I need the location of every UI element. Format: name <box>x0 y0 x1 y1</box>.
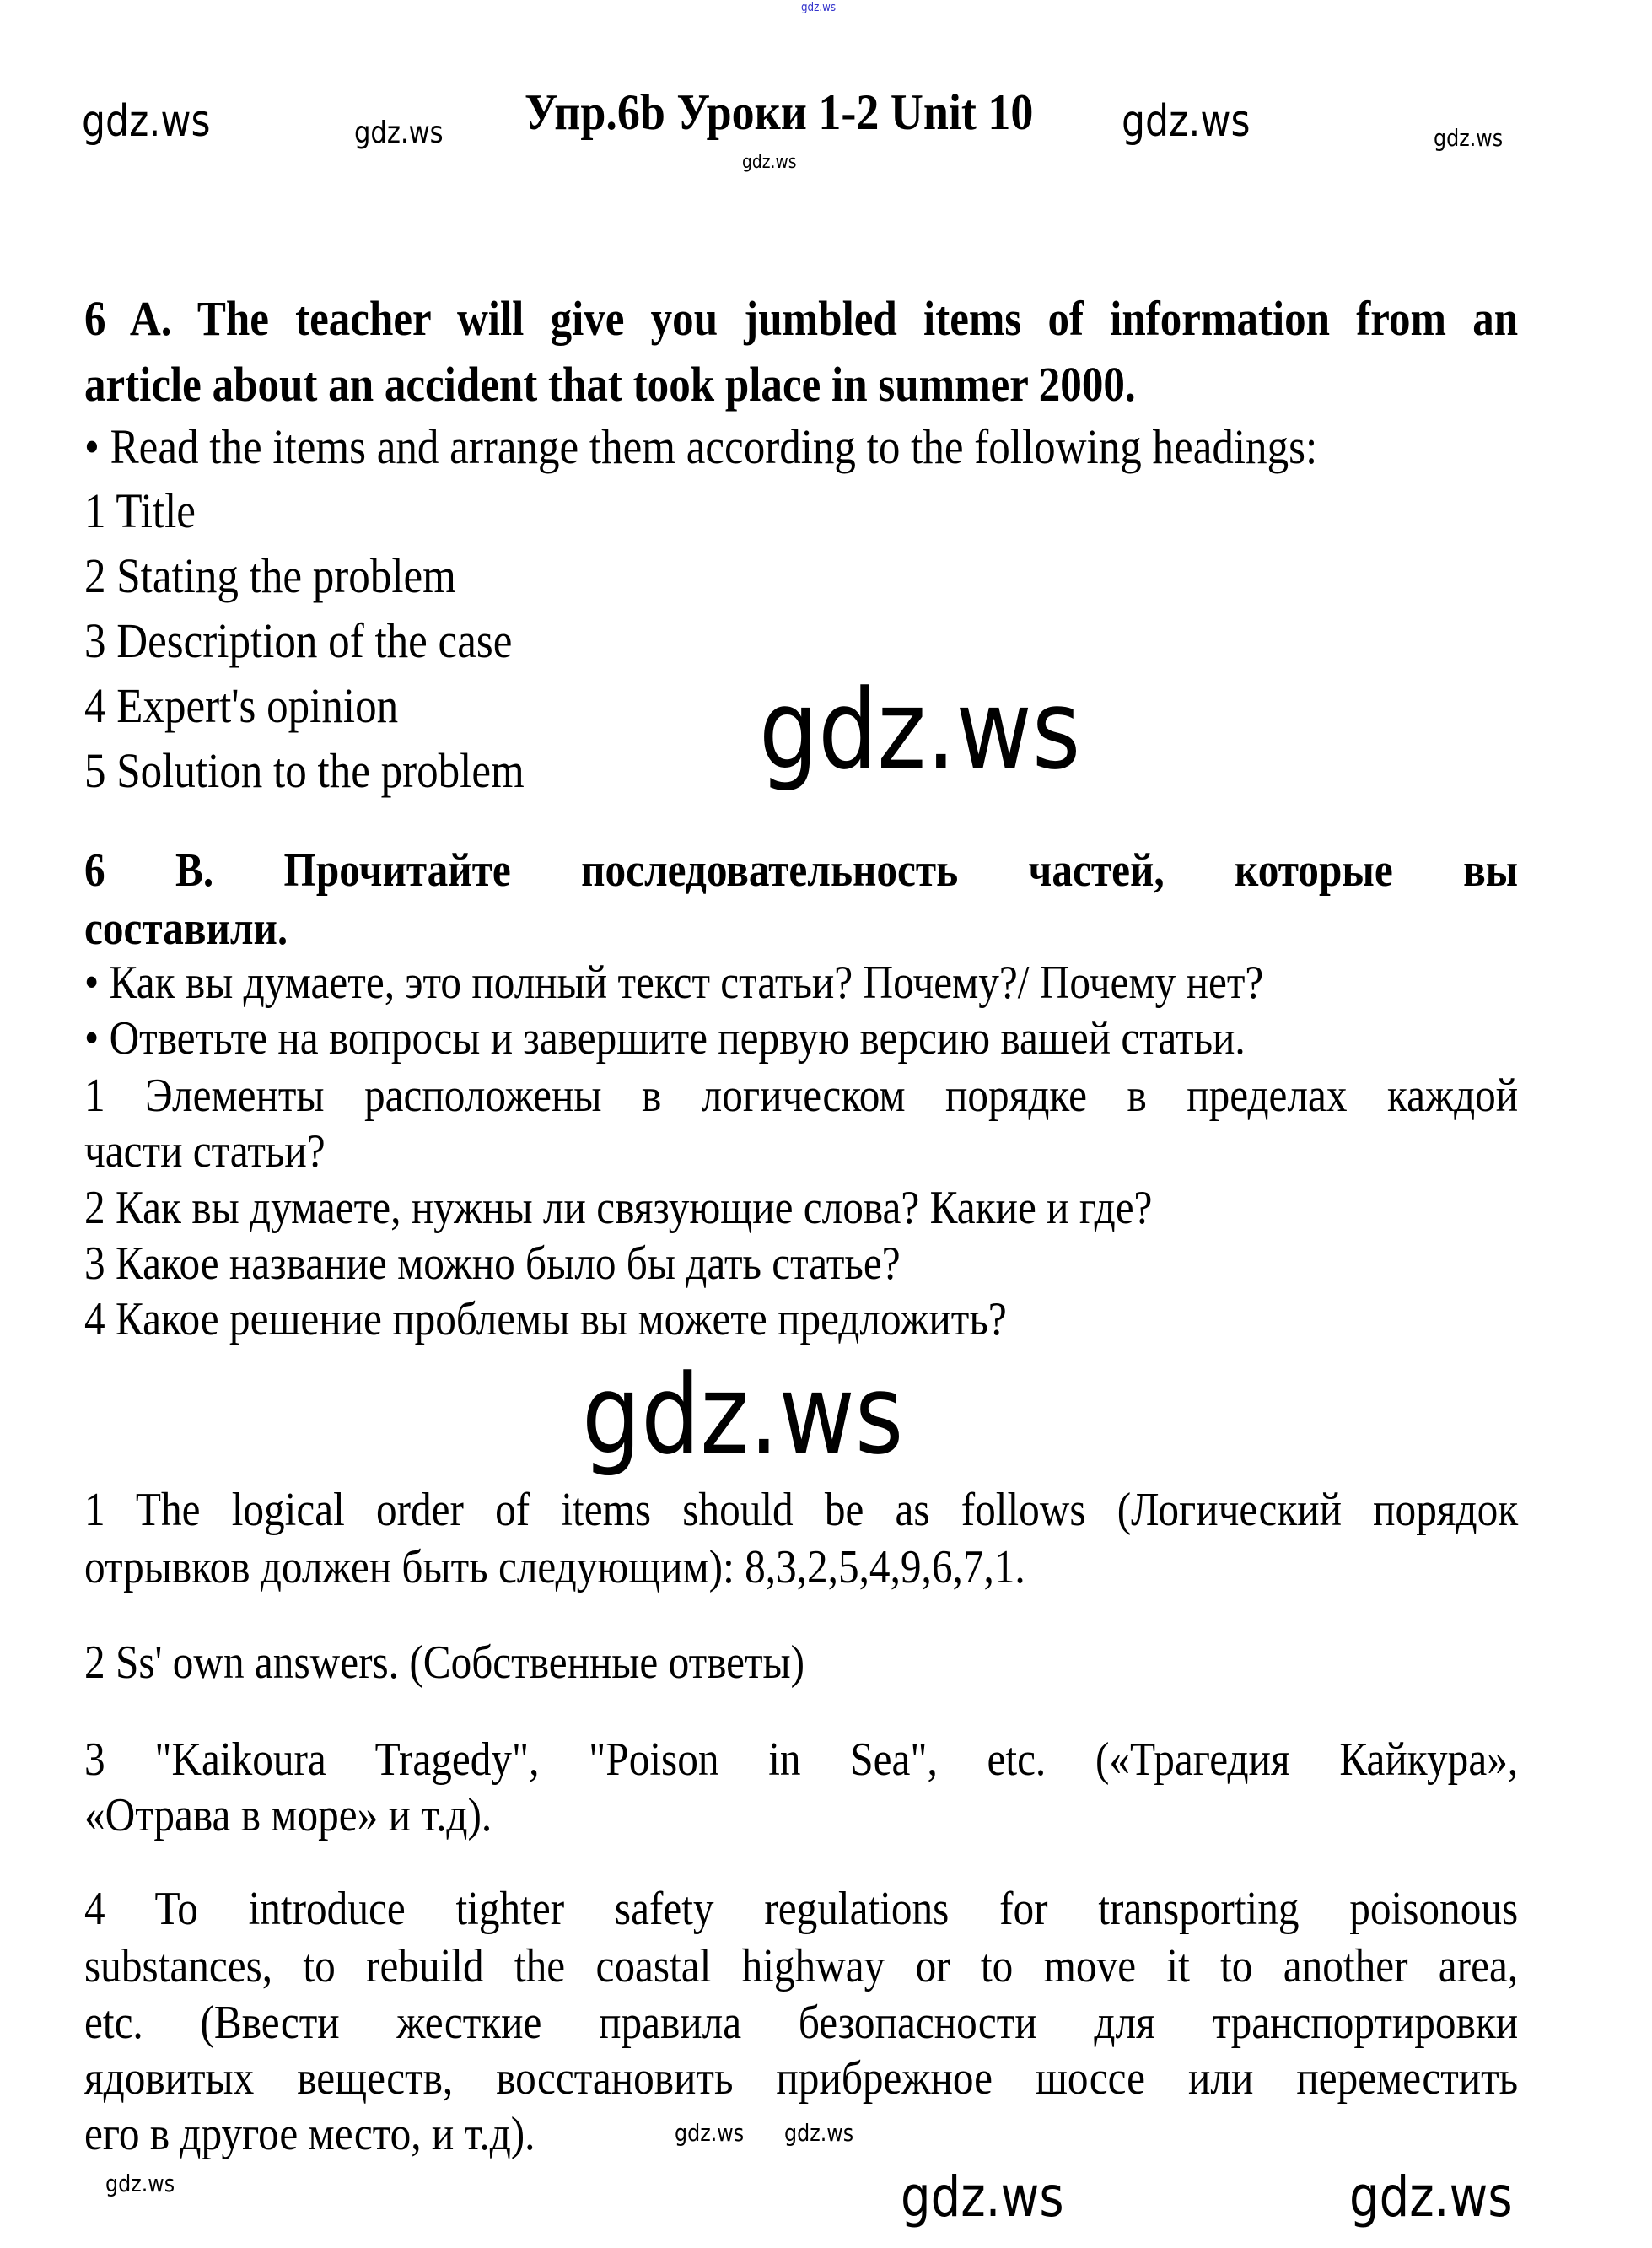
task-b-bullet: • Ответьте на вопросы и завершите первую версию вашей статьи. <box>84 1012 1246 1065</box>
page-title: Упр.6b Уроки 1-2 Unit 10 <box>525 84 1034 140</box>
watermark: gdz.ws <box>742 152 797 173</box>
list-item: 2 Как вы думаете, нужны ли связующие слова? Какие и где? <box>84 1182 1153 1234</box>
task-b-bullet: • Как вы думаете, это полный текст статьи? Почему?/ Почему нет? <box>84 957 1264 1009</box>
task-a-instruction: • Read the items and arrange them according to the following headings: <box>84 419 1318 474</box>
answer-4: 4 To introduce tighter safety regulations for transporting poisonous <box>84 1883 1519 1935</box>
answer-2: 2 Ss' own answers. (Собственные ответы) <box>84 1636 805 1689</box>
watermark: gdz.ws <box>1434 124 1504 152</box>
list-item: 2 Stating the problem <box>84 548 456 603</box>
watermark: gdz.ws <box>354 116 444 150</box>
watermark: gdz.ws <box>1122 96 1251 147</box>
task-a-heading: article about an accident that took place in summer 2000. <box>84 357 1136 412</box>
answer-1: 1 The logical order of items should be as follows (Логический порядок <box>84 1484 1519 1536</box>
list-item: 1 Title <box>84 483 196 538</box>
answer-4: etc. (Ввести жесткие правила безопасности для транспортировки <box>84 1997 1519 2049</box>
answer-4: ядовитых веществ, восстановить прибрежное шоссе или переместить <box>84 2052 1519 2105</box>
answer-3: 3 "Kaikoura Tragedy", "Poison in Sea", etc. («Трагедия Кайкура», <box>84 1733 1519 1786</box>
watermark: gdz.ws <box>82 96 211 147</box>
list-item: 4 Какое решение проблемы вы можете предложить? <box>84 1293 1007 1345</box>
answer-3: «Отрава в море» и т.д). <box>84 1789 492 1841</box>
task-b-heading: составили. <box>84 903 288 955</box>
watermark: gdz.ws <box>901 2164 1064 2229</box>
answer-4: substances, to rebuild the coastal highway or to move it to another area, <box>84 1940 1519 1992</box>
watermark: gdz.ws <box>582 1350 904 1479</box>
watermark: gdz.ws <box>105 2170 175 2197</box>
watermark: gdz.ws <box>1349 2164 1513 2229</box>
list-item: 3 Какое название можно было бы дать статье? <box>84 1237 901 1290</box>
list-item: 1 Элементы расположены в логическом порядке в пределах каждой <box>84 1070 1519 1122</box>
task-a-heading: 6 A. The teacher will give you jumbled items of information from an <box>84 291 1519 346</box>
list-item: 3 Description of the case <box>84 613 513 668</box>
task-b-heading: 6 B. Прочитайте последовательность частей, которые вы <box>84 844 1519 897</box>
answer-4: его в другое место, и т.д). <box>84 2108 535 2160</box>
list-item: части статьи? <box>84 1125 326 1178</box>
watermark: gdz.ws <box>801 1 837 14</box>
answer-1: отрывков должен быть следующим): 8,3,2,5,4,9,6,7,1. <box>84 1541 1025 1593</box>
watermark: gdz.ws <box>784 2119 854 2147</box>
watermark: gdz.ws <box>759 666 1081 794</box>
list-item: 4 Expert's opinion <box>84 678 399 733</box>
list-item: 5 Solution to the problem <box>84 743 525 798</box>
watermark: gdz.ws <box>675 2119 745 2147</box>
